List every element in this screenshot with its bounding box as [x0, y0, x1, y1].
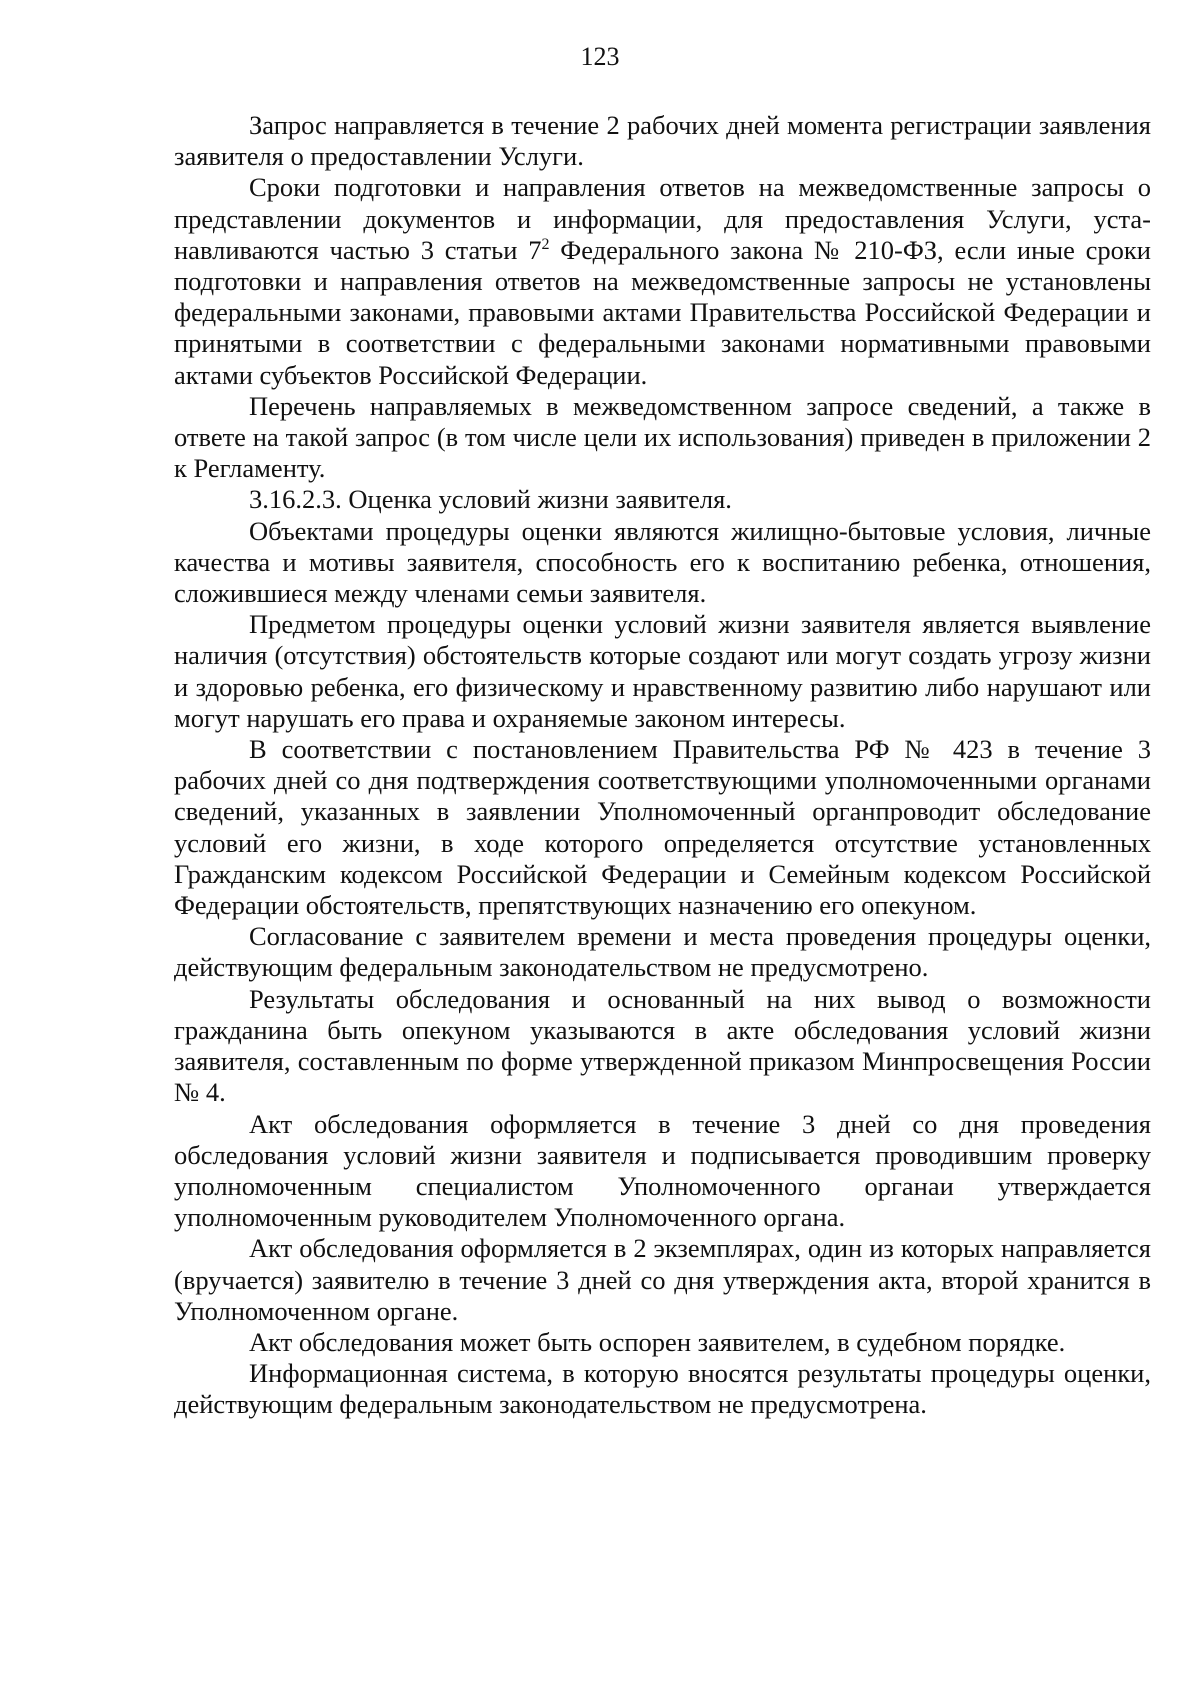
page-number: 123: [580, 42, 620, 71]
paragraph: Запрос направляется в течение 2 рабочих дней момента регистрации заявления заявителя о предоставлении Услуги.: [174, 110, 1151, 172]
paragraph: Акт обследования может быть оспорен заявителем, в судебном порядке.: [249, 1326, 1066, 1357]
paragraph: Акт обследования оформляется в течение 3 дней со дня проведения обследования условий жизни заявителя и подписывается проводившим проверку уполномоченным специалистом Уполномоченного органаи утверждается уполномоченным руководителем Уполномоченного органа.: [174, 1108, 1151, 1233]
paragraph: Объектами процедуры оценки являются жилищно-бытовые условия, личные качества и мотивы заявителя, способность его к воспитанию ребенка, отношения, сложившиеся между членами семьи заявителя.: [174, 515, 1151, 609]
paragraph: Информационная система, в которую вносятся результаты процедуры оценки, действующим федеральным законодательством не предусмотрена.: [174, 1358, 1151, 1420]
superscript: 2: [541, 235, 550, 253]
paragraph: В соответствии с постановлением Правительства РФ № 423 в течение 3 рабочих дней со дня подтверждения соответствующими уполномоченными органами сведений, указанных в заявлении Уполномоченный органпроводит обследование условий его жизни, в ходе которого определяется отсутствие установленных Гражданским кодексом Российской Федерации и Семейным кодексом Российской Федерации обстоятельств, препятствующих назначению его опекуном.: [174, 734, 1151, 921]
paragraph: [174, 172, 1151, 390]
paragraph: Согласование с заявителем времени и места проведения процедуры оценки, действующим федеральным законодательством не предусмотрено.: [174, 921, 1151, 983]
paragraph: Акт обследования оформляется в 2 экземплярах, один из которых направляется (вручается) заявителю в течение 3 дней со дня утверждения акта, второй хранится в Уполномоченном органе.: [174, 1233, 1151, 1326]
paragraph-text: Федерального закона № 210-ФЗ, если иные сроки подготовки и направления ответов на межведомственные запросы не установлены федеральными законами, правовыми актами Правительства Российской Федерации и принятыми в соответствии с федеральными законами нормативными правовыми актами субъектов Российской Федерации.: [174, 234, 1151, 390]
paragraph-text: Сроки подготовки и направления ответов на межведомственные запросы о представлении документов и информации, для предоставления Услуги, устанавливаются частью 3 статьи 7: [174, 172, 1151, 265]
section-heading: 3.16.2.3. Оценка условий жизни заявителя.: [249, 484, 732, 515]
paragraph: Перечень направляемых в межведомственном запросе сведений, а также в ответе на такой запрос (в том числе цели их использования) приведен в приложении 2 к Регламенту.: [174, 390, 1151, 484]
paragraph: Предметом процедуры оценки условий жизни заявителя является выявление наличия (отсутствия) обстоятельств которые создают или могут создать угрозу жизни и здоровью ребенка, его физическому и нравственному развитию либо нарушают или могут нарушать его права и охраняемые законом интересы.: [174, 609, 1151, 733]
paragraph: Результаты обследования и основанный на них вывод о возможности гражданина быть опекуном указываются в акте обследования условий жизни заявителя, составленным по форме утвержденной приказом Минпросвещения России № 4.: [174, 983, 1151, 1108]
document-body: [174, 110, 1151, 1421]
